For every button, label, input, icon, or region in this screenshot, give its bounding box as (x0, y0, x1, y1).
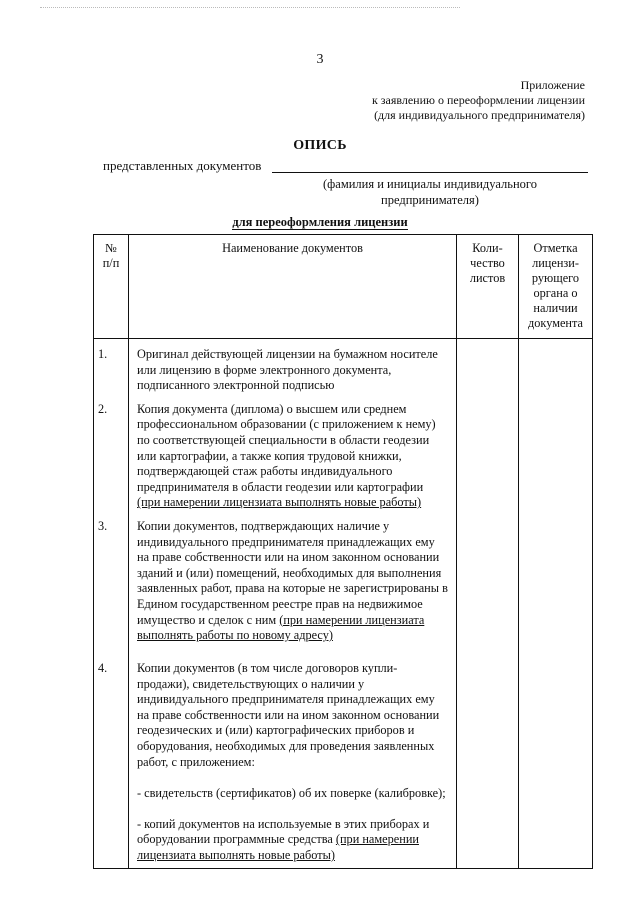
row-text: Копии документов (в том числе договоров купли-продажи), свидетельствующих о наличии у индивидуального предпринимателя принадлежащих ему на праве собственности или на ином законном основании геодезических и (или) картографических приборов и оборудования, необходимых для проведения заявленных работ, с приложением: (137, 660, 440, 769)
appendix-header (372, 78, 585, 123)
header-mark-l1: Отметка (533, 241, 578, 255)
row-sub-item-certificates: - свидетельств (сертификатов) об их поверке (калибровке); (137, 785, 446, 800)
header-mark-l6: документа (528, 316, 583, 330)
name-caption-line-1: (фамилия и инициалы индивидуального (323, 177, 537, 191)
header-count-l3: листов (469, 271, 506, 285)
row-mark-cell (519, 394, 593, 511)
row-condition-note: (при намерении лицензиата выполнять работы по новому адресу) (137, 612, 425, 643)
header-name (129, 235, 457, 339)
table-row (94, 339, 593, 394)
header-number-l2: п/п (102, 256, 120, 270)
row-number: 1. (94, 339, 129, 394)
row-document-name (129, 339, 457, 394)
row-number: 2. (94, 394, 129, 511)
header-licensing-mark (519, 235, 593, 339)
header-number-l1: № (105, 241, 117, 255)
row-text: Оригинал действующей лицензии на бумажном носителе или лицензию в форме электронного документа, подписанного электронной подписью (137, 347, 438, 393)
row-sub-item-software-text: - копий документов на используемые в этих приборах и оборудовании программные средства (137, 816, 430, 847)
table-row (94, 394, 593, 511)
header-count-l2: чество (470, 256, 505, 270)
appendix-line-2: к заявлению о переоформлении лицензии (371, 93, 585, 107)
table-row (94, 511, 593, 653)
header-mark-l3: рующего (531, 271, 580, 285)
document-subtitle (0, 215, 640, 230)
row-number: 3. (94, 511, 129, 653)
row-sheet-count-cell (457, 653, 519, 869)
table-header-row (94, 235, 593, 339)
name-caption (272, 176, 588, 208)
page-number: 3 (316, 52, 324, 67)
header-mark-l4: органа о (533, 286, 578, 300)
row-mark-cell (519, 653, 593, 869)
documents-label: представленных документов (103, 158, 262, 173)
documents-table (93, 234, 593, 869)
appendix-line-3: (для индивидуального предпринимателя) (374, 108, 585, 122)
row-text-block (137, 519, 448, 644)
name-caption-line-2: предпринимателя) (381, 193, 479, 207)
appendix-line-1: Приложение (520, 78, 585, 92)
row-document-name (129, 653, 457, 869)
row-sheet-count-cell (457, 339, 519, 394)
header-mark-l2: лицензи- (532, 256, 579, 270)
row-mark-cell (519, 339, 593, 394)
row-sheet-count-cell (457, 511, 519, 653)
row-text: Копия документа (диплома) о высшем или среднем профессиональном образовании (с приложением к нему) по соответствующей специальности в области геодезии или картографии, а также копия трудовой книжки, подтверждающей стаж работы индивидуального предпринимателя в области геодезии или картографии (137, 401, 436, 494)
header-sheet-count (457, 235, 519, 339)
header-number (94, 235, 129, 339)
scan-artifact-line (40, 7, 460, 8)
row-text-block (137, 402, 448, 511)
row-document-name (129, 511, 457, 653)
row-sub-item-software (137, 817, 448, 864)
subtitle-text: для переоформления лицензии (232, 215, 408, 229)
table-row (94, 653, 593, 869)
row-document-name (129, 394, 457, 511)
header-mark-l5: наличии (533, 301, 578, 315)
row-mark-cell (519, 511, 593, 653)
row-condition-note: (при намерении лицензиата выполнять новые работы) (137, 495, 422, 510)
document-title: ОПИСЬ (293, 138, 347, 153)
header-count-l1: Коли- (472, 241, 503, 255)
name-fill-line (272, 172, 588, 173)
header-name-text: Наименование документов (222, 241, 363, 255)
row-condition-note: (при намерении лицензиата выполнять новые работы) (137, 832, 419, 863)
row-sheet-count-cell (457, 394, 519, 511)
row-text: Копии документов, подтверждающих наличие у индивидуального предпринимателя принадлежащих ему на праве собственности или на ином законном основании зданий и (или) помещений, необходимых для выполнения заявленных работ, права на которые не зарегистрированы в Едином государственном реестре прав на недвижимое имущество и сделок с ним (137, 518, 448, 627)
row-number: 4. (94, 653, 129, 869)
